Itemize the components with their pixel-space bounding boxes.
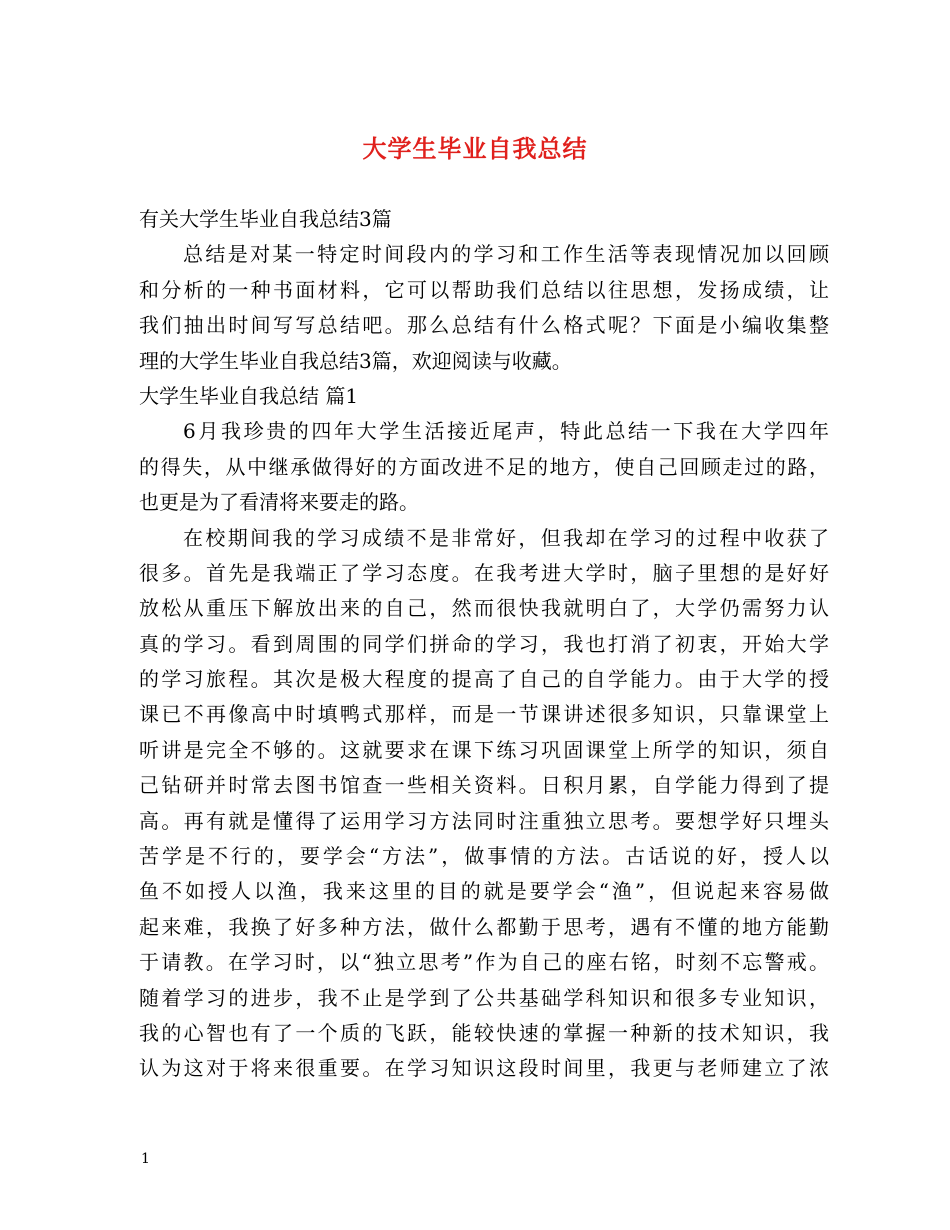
paragraph-line: 总结是对某一特定时间段内的学习和工作生活等表现情况加以回顾 (183, 242, 829, 267)
paragraph-line: 听讲是完全不够的。这就要求在课下练习巩固课堂上所学的知识，须自 (139, 737, 829, 762)
paragraph-line: 鱼不如授人以渔，我来这里的目的就是要学会“渔”，但说起来容易做 (139, 879, 829, 904)
page-number: 1 (141, 1151, 150, 1167)
paragraph-line: 的学习旅程。其次是极大程度的提高了自己的自学能力。由于大学的授 (139, 667, 829, 692)
paragraph-line: 很多。首先是我端正了学习态度。在我考进大学时，脑子里想的是好好 (139, 560, 829, 585)
paragraph-line: 起来难，我换了好多种方法，做什么都勤于思考，遇有不懂的地方能勤 (139, 914, 829, 939)
paragraph-line: 课已不再像高中时填鸭式那样，而是一节课讲述很多知识，只靠课堂上 (139, 702, 829, 727)
paragraph-line: 己钻研并时常去图书馆查一些相关资料。日积月累，自学能力得到了提 (139, 773, 829, 798)
document-body (139, 202, 829, 1087)
paragraph-line: 和分析的一种书面材料，它可以帮助我们总结以往思想，发扬成绩，让 (139, 277, 829, 302)
paragraph-line: 我们抽出时间写写总结吧。那么总结有什么格式呢？下面是小编收集整 (139, 313, 829, 338)
paragraph-line: 放松从重压下解放出来的自己，然而很快我就明白了，大学仍需努力认 (139, 596, 829, 621)
paragraph-line: 6月我珍贵的四年大学生活接近尾声，特此总结一下我在大学四年 (183, 419, 829, 444)
document-title: 大学生毕业自我总结 (362, 134, 588, 163)
paragraph-line: 的得失，从中继承做得好的方面改进不足的地方，使自己回顾走过的路， (139, 454, 829, 479)
paragraph-line: 认为这对于将来很重要。在学习知识这段时间里，我更与老师建立了浓 (139, 1056, 829, 1081)
paragraph-line: 苦学是不行的，要学会“方法”，做事情的方法。古话说的好，授人以 (139, 844, 829, 869)
paragraph-line: 理的大学生毕业自我总结3篇，欢迎阅读与收藏。 (139, 348, 572, 373)
paragraph-line: 我的心智也有了一个质的飞跃，能较快速的掌握一种新的技术知识，我 (139, 1020, 829, 1045)
paragraph-line: 高。再有就是懂得了运用学习方法同时注重独立思考。要想学好只埋头 (139, 808, 829, 833)
paragraph-line: 在校期间我的学习成绩不是非常好，但我却在学习的过程中收获了 (183, 525, 829, 550)
paragraph-line: 随着学习的进步，我不止是学到了公共基础学科知识和很多专业知识， (139, 985, 829, 1010)
paragraph-line: 于请教。在学习时，以“独立思考”作为自己的座右铭，时刻不忘警戒。 (139, 950, 829, 975)
paragraph-line: 也更是为了看清将来要走的路。 (139, 490, 419, 515)
paragraph-line: 真的学习。看到周围的同学们拼命的学习，我也打消了初衷，开始大学 (139, 631, 829, 656)
section-heading: 大学生毕业自我总结 篇1 (139, 383, 359, 408)
section-heading: 有关大学生毕业自我总结3篇 (139, 207, 392, 231)
